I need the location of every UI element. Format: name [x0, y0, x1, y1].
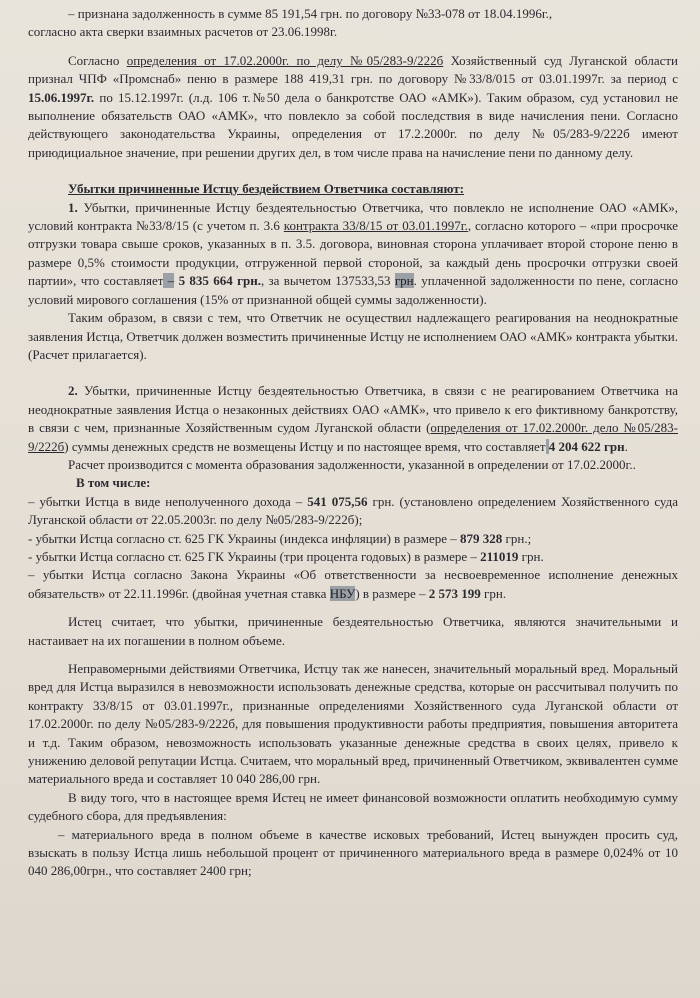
paragraph-conclusion-1: Таким образом, в связи с тем, что Ответчик не осуществил надлежащего реагирования на неоднократные заявления Истца, Ответчик должен возместить причиненные Истцу не исполнением ОАО «АМК» контракта убытки. (Расчет прилагается). [28, 310, 678, 362]
loss-item-three-percent: - убытки Истца согласно ст. 625 ГК Украины (три процента годовых) в размере – 211019 грн. [28, 548, 544, 564]
paragraph-debt-recognized-cont: согласно акта сверки взаимных расчетов от 23.06.1998г. [28, 24, 338, 40]
loss-item-income: – убытки Истца в виде неполученного дохода – 541 075,56 грн. (установлено определением Хозяйственного суда Луганской области от 22.05.2003г. по делу №05/283-9/222б); [28, 493, 678, 528]
paragraph-court-ruling: Согласно определения от 17.02.2000г. по делу №05/283-9/222б Хозяйственный суд Луганской области признал ЧПФ «Промснаб» пеню в размере 188 419,31 грн. по договору №33/8/015 от 03.01.1997г. за период с 15.06.1997г. по 15.12.1997г. (л.д. 106 т.№50 дела о банкротстве ОАО «АМК»). Таким образом, суд установил не выполнение обязательств ОАО «АМК», что повлекло за собой последствия в виде начисления пени. Согласно действующего законодательства Украины, определения от 17.2.2000г. по делу №05/283-9/222б имеют приюдициальное значение, при решении других дел, в том числе права на начисление пени по данному делу. [28, 52, 678, 160]
section-heading: Убытки причиненные Истцу бездействием Ответчика составляют: [68, 181, 465, 197]
paragraph-claim: – материального вреда в полном объеме в качестве исковых требований, Истец вынужден просить суд, взыскать в пользу Истца лишь небольшой процент от причиненного материального вреда в размере 0,024% от 10 040 286,00грн., что составляет 2400 грн; [28, 826, 678, 879]
loss-item-inflation: - убытки Истца согласно ст. 625 ГК Украины (индекса инфляции) в размере – 879 328 грн.; [28, 530, 532, 546]
including-label: В том числе: [76, 475, 151, 491]
paragraph-debt-recognized: – признана задолженность в сумме 85 191,54 грн. по договору №33-078 от 18.04.1996г., [68, 6, 553, 21]
loss-item-law: – убытки Истца согласно Закона Украины «Об ответственности за несвоевременное исполнение денежных обязательств» от 22.11.1996г. (двойная учетная ставка НБУ) в размере – 2 573 199 грн. [28, 567, 678, 601]
ruling-reference-2: определения от 17.02.2000г. дело №05/283-9/222б [28, 420, 679, 454]
paragraph-plaintiff-position: Истец считает, что убытки, причиненные бездеятельностью Ответчика, являются значительными и настаивает на их погашении в полном объеме. [28, 614, 678, 648]
paragraph-court-fee: В виду того, что в настоящее время Истец не имеет финансовой возможности оплатить необходимую сумму судебного сбора, для предъявления: [28, 789, 678, 824]
paragraph-loss-1: 1. Убытки, причиненные Истцу бездеятельностью Ответчика, что повлекло не исполнение ОАО «АМК», условий контракта №33/8/15 (с учетом п. 3.6 контракта 33/8/15 от 03.01.1997г., согласно которого – «при просрочке отгрузки товара свыше сроков, указанных в п. 3.5. договора, виновная сторона уплачивает второй стороне пеню в размере 0,5% стоимости продукции, отгруженной первой стороной, за каждый день просрочки отгрузки своей партии», что составляет – 5 835 664 грн., за вычетом 137533,53 грн. уплаченной задолженности по пене, согласно условий мирового соглашения (15% от признанной общей суммы задолженности). [28, 199, 679, 307]
paragraph-loss-2: 2. Убытки, причиненные Истцу бездеятельностью Ответчика, в связи с не реагированием Ответчика на неоднократные заявления Истца о незаконных действиях ОАО «АМК», что привело к его фиктивному банкротству, в связи с чем, признанные Хозяйственным судом Луганской области (определения от 17.02.2000г. дело №05/283-9/222б) суммы денежных средств не возмещены Истцу и по настоящее время, что составляет 4 204 622 грн. [28, 383, 679, 454]
loss-1-amount: 5 835 664 грн. [174, 273, 261, 289]
loss-2-amount: 4 204 622 грн [548, 438, 625, 454]
paragraph-moral-damage: Неправомерными действиями Ответчика, Истцу так же нанесен, значительный моральный вред. Моральный вред для Истца выразился в невозможности использовать денежные средства, которые он рассчитывал получить по контракту 33/8/15 от 03.01.1997г., признанные определениями Хозяйственного суда Луганской области от 17.02.2000г. по делу №05/283-9/222б, для повышения продуктивности работы предприятия, повышения авторитета и т.д. Таким образом, невозможность использовать указанные денежные средства в своих целях, привело к унижению деловой репутации Истца. Считаем, что моральный вред, причиненный Ответчиком, эквивалентен сумме материального вреда и составляет 10 040 286,00 грн. [28, 661, 678, 787]
contract-reference: контракта 33/8/15 от 03.01.1997г. [283, 218, 468, 234]
ruling-reference: определения от 17.02.2000г. по делу №05/283-9/222б [126, 52, 444, 68]
paragraph-calculation: Расчет производится с момента образования задолженности, указанной в определении от 17.02.2000г.. [68, 456, 636, 472]
